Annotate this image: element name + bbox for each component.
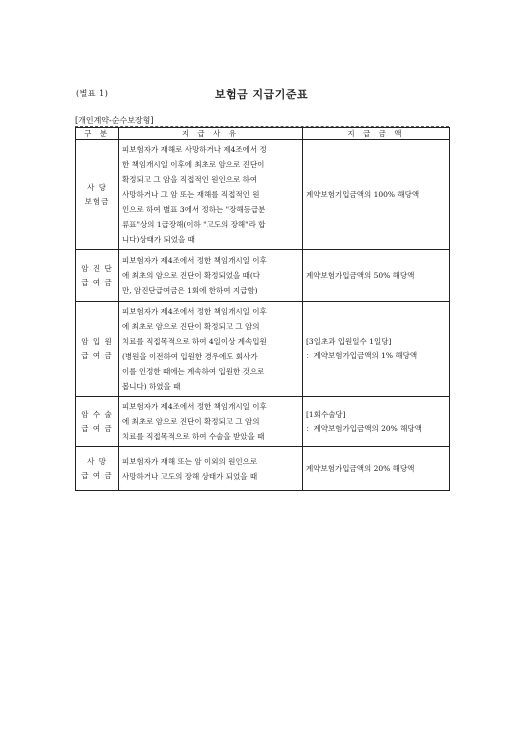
payment-amount-text: [1회수술당] [306, 409, 346, 419]
payment-condition-text: 한 책임개시일 이후에 최초로 암으로 진단이 [122, 160, 265, 169]
payment-condition-text: 류표"상의 1급장해(이하 "고도의 장해"라 합 [122, 220, 266, 229]
benefit-type-text: 급 여 금 [81, 277, 113, 287]
payment-condition-text: 치료를 직접목적으로 하여 수술을 받았을 때 [122, 432, 265, 441]
table-row [76, 250, 450, 302]
payment-condition-text: 이를 인정한 때에는 계속하여 입원한 것으로 [122, 367, 265, 376]
document-title: 보험금 지급기준표 [214, 88, 309, 101]
benefit-type-cell [76, 397, 119, 447]
payment-condition-text: 에 최초로 암으로 진단이 확정되고 그 암의 [122, 322, 260, 331]
table-body [76, 140, 450, 491]
benefit-type-text: 보험금 [84, 196, 110, 206]
payment-condition-cell [119, 250, 303, 302]
benefit-type-text: 암 수 술 [81, 409, 113, 419]
payment-amount-cell [303, 250, 450, 302]
payment-amount-text: ：계약보험가입금액의 1% 해당액 [306, 351, 418, 360]
payment-amount-cell [303, 447, 450, 491]
benefit-type-cell [76, 302, 119, 397]
contract-type-label: [개인계약-순수보장형] [75, 116, 154, 125]
payment-condition-text: 사망하거나 그 암 또는 재해를 직접적인 원 [122, 190, 260, 199]
payment-amount-text: 계약보험가입금액의 50% 해당액 [306, 270, 415, 280]
payment-amount-text: 계약보험기입금액의 100% 해당액 [306, 189, 420, 199]
payment-condition-cell [119, 302, 303, 397]
payment-condition-text: 인으로 하여 별표 3에서 정하는 "장해등급분 [122, 205, 266, 214]
payment-condition-cell [119, 447, 303, 491]
table-row [76, 140, 450, 250]
payment-condition-text: 만, 암진단급여금은 1회에 한하여 지급함) [122, 286, 258, 295]
benefit-type-cell [76, 140, 119, 250]
payment-amount-text: ：계약보험가입금액의 20% 해당액 [306, 423, 422, 433]
payment-condition-text: 에 최초로 암으로 진단이 확정되고 그 암의 [122, 417, 260, 426]
payment-condition-text: 에 최초의 암으로 진단이 확정되었을 때(다 [122, 271, 261, 280]
payment-condition-text: 피보험자가 제4조에서 정한 책임개시일 이후 [122, 307, 267, 316]
benefit-type-text: 급 여 금 [81, 423, 113, 433]
table-header-row [76, 128, 450, 140]
payment-condition-cell [119, 397, 303, 447]
payment-amount-cell [303, 140, 450, 250]
payment-condition-cell [119, 140, 303, 250]
benefit-type-cell [76, 250, 119, 302]
benefit-type-text: 암 진 단 [81, 263, 113, 273]
table-row [76, 397, 450, 447]
payment-amount-cell [303, 397, 450, 447]
benefit-type-text: 사 당 [87, 182, 107, 192]
payment-amount-text: [3일초과 입원일수 1일당] [306, 337, 392, 346]
header-type: 구 분 [76, 128, 119, 140]
payment-condition-text: 봅니다) 하였을 때 [122, 382, 181, 391]
payment-condition-text: (병원을 이전하여 입원한 경우에도 회사가 [122, 352, 258, 361]
header-condition: 지 급 사 유 [119, 128, 303, 140]
benefit-payment-table [75, 127, 450, 491]
payment-condition-text: 확정되고 그 암을 직접적인 원인으로 하여 [122, 175, 258, 184]
benefit-type-text: 급 여 금 [81, 351, 113, 360]
annex-label: (별표 1) [76, 89, 109, 98]
payment-condition-text: 피보험자가 제4조에서 정한 책임개시일 이후 [122, 256, 267, 265]
payment-amount-text: 계약보험가입금액의 20% 해당액 [306, 463, 415, 473]
payment-condition-text: 피보험자가 제4조에서 정한 책임개시일 이후 [122, 402, 267, 411]
table-row [76, 447, 450, 491]
benefit-type-text: 급 여 금 [81, 470, 113, 480]
payment-condition-text: 피보험자가 재해 또는 암 이외의 원인으로 [122, 456, 258, 466]
payment-condition-text: 니다)상태가 되었을 때 [122, 235, 195, 244]
payment-condition-text: 사망하거나 고도의 장해 상태가 되었을 때 [122, 471, 258, 481]
benefit-type-text: 암 입 원 [81, 337, 113, 346]
benefit-type-text: 사 망 [87, 456, 107, 466]
payment-condition-text: 치료를 직접목적으로 하여 4일이상 계속입원 [122, 337, 267, 346]
payment-condition-text: 피보험자가 재해로 사망하거나 제4조에서 정 [122, 145, 267, 154]
benefit-type-cell [76, 447, 119, 491]
payment-amount-cell [303, 302, 450, 397]
header-amount: 지 급 금 액 [303, 128, 450, 140]
table-row [76, 302, 450, 397]
